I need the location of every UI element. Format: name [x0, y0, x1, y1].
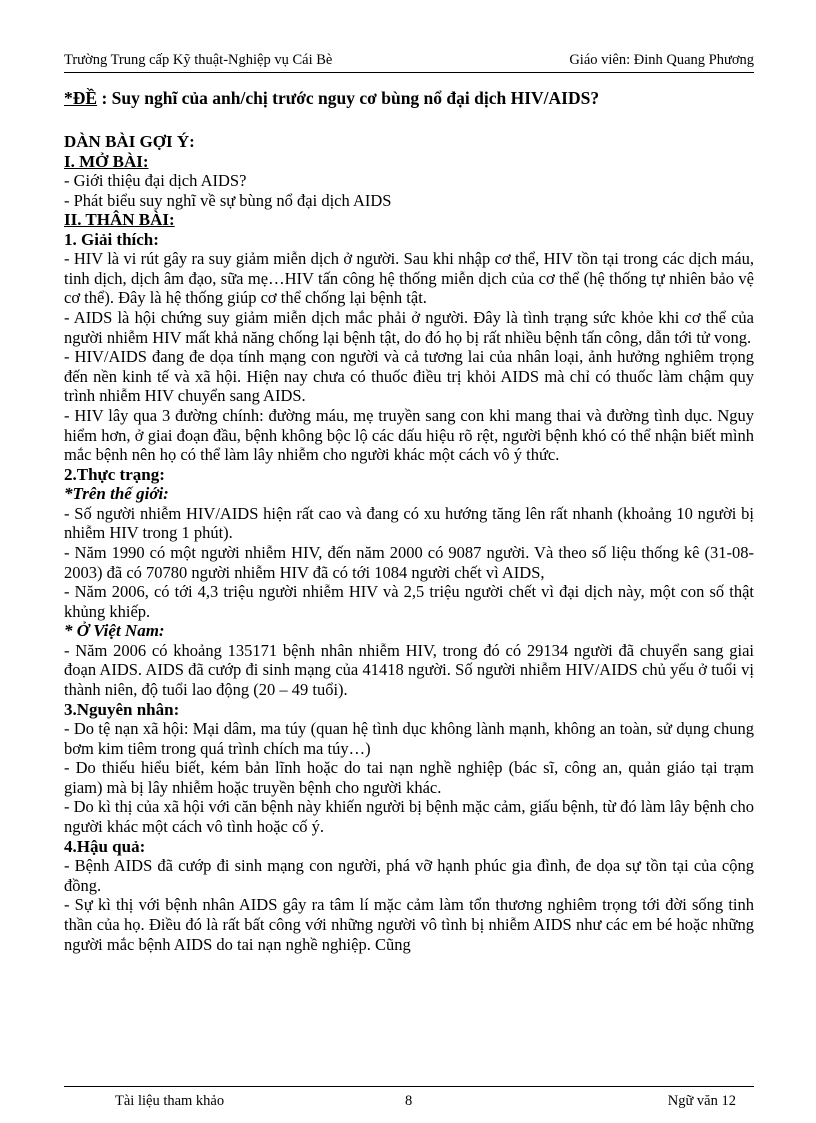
subsection-nguyen-nhan: 3.Nguyên nhân:	[64, 699, 180, 719]
subsection-viet-nam: * Ở Việt Nam:	[64, 621, 165, 641]
page-header	[64, 50, 754, 70]
exam-title	[64, 86, 754, 110]
header-school: Trường Trung cấp Kỹ thuật-Nghiệp vụ Cái Bè	[64, 51, 333, 68]
title-text: : Suy nghĩ của anh/chị trước nguy cơ bùng nổ đại dịch HIV/AIDS?	[101, 88, 600, 108]
list-item: - Năm 2006, có tới 4,3 triệu người nhiễm HIV và 2,5 triệu người chết vì đại dịch này, một con số thật khủng khiếp.	[64, 582, 754, 621]
outline-heading: DÀN BÀI GỢI Ý:	[64, 132, 195, 151]
list-item: - HIV là vi rút gây ra suy giảm miễn dịch ở người. Sau khi nhập cơ thể, HIV tồn tại trong các dịch máu, tinh dịch, dịch âm đạo, sữa mẹ…HIV tấn công hệ thống miễn dịch của cơ thể (hệ thống tự nhiên bảo vệ cơ thể). Đây là hệ thống giúp cơ thể chống lại bệnh tật.	[64, 249, 754, 308]
footer-subject: Ngữ văn 12	[667, 1093, 736, 1109]
subsection-hau-qua: 4.Hậu quả:	[64, 836, 146, 856]
list-item: - HIV/AIDS đang đe dọa tính mạng con người và cả tương lai của nhân loại, ảnh hưởng nghiêm trọng đến nền kinh tế và xã hội. Hiện nay chưa có thuốc điều trị khỏi AIDS mà chỉ có thuốc làm chậm quy trình nhiễm HIV chuyển sang AIDS.	[64, 347, 754, 406]
subsection-the-gioi: *Trên thế giới:	[64, 484, 169, 504]
list-item: - Số người nhiễm HIV/AIDS hiện rất cao và đang có xu hướng tăng lên rất nhanh (khoảng 10 người bị nhiễm HIV trong 1 phút).	[64, 503, 754, 543]
header-teacher: Giáo viên: Đinh Quang Phương	[569, 51, 754, 68]
list-item: - Giới thiệu đại dịch AIDS?	[64, 171, 247, 190]
subsection-thuc-trang: 2.Thực trạng:	[64, 464, 165, 484]
footer-divider	[64, 1086, 754, 1087]
page-footer	[115, 1093, 736, 1111]
list-item: - HIV lây qua 3 đường chính: đường máu, mẹ truyền sang con khi mang thai và đường tình dục. Nguy hiểm hơn, ở giai đoạn đầu, bệnh không bộc lộ các dấu hiệu rõ rệt, người bệnh khó có thể nhận biết mình mắc bệnh nên họ có thể làm lây nhiễm cho người khác một cách vô ý thức.	[64, 405, 754, 465]
list-item: - Sự kì thị với bệnh nhân AIDS gây ra tâm lí mặc cảm làm tổn thương nghiêm trọng tới đời sống tinh thần của họ. Điều đó là rất bất công với những người vô tình bị nhiễm AIDS như các em bé hoặc những người mắc bệnh AIDS do tai nạn nghề nghiệp. Cũng	[64, 895, 754, 954]
list-item: - Do thiếu hiểu biết, kém bản lĩnh hoặc do tai nạn nghề nghiệp (bác sĩ, công an, quản giáo tại trạm giam) mà bị lây nhiễm hoặc truyền bệnh cho người khác.	[64, 758, 754, 797]
footer-label: Tài liệu tham khảo	[115, 1093, 225, 1109]
page-number: 8	[405, 1093, 413, 1109]
section-than-bai: II. THÂN BÀI:	[64, 210, 175, 230]
list-item: - Năm 1990 có một người nhiễm HIV, đến năm 2000 có 9087 người. Và theo số liệu thống kê (31-08-2003) đã có 70780 người nhiễm HIV đã có tới 1084 người chết vì AIDS,	[64, 542, 754, 582]
section-mo-bai: I. MỞ BÀI:	[64, 151, 149, 171]
header-divider	[64, 72, 754, 73]
list-item: - Do kì thị của xã hội với căn bệnh này khiến người bị bệnh mặc cảm, giấu bệnh, từ đó làm lây bệnh cho người khác một cách vô tình hoặc cố ý.	[64, 797, 754, 837]
list-item: - Bệnh AIDS đã cướp đi sinh mạng con người, phá vỡ hạnh phúc gia đình, đe dọa sự tồn tại của cộng đồng.	[64, 856, 754, 895]
list-item: - AIDS là hội chứng suy giảm miễn dịch mắc phải ở người. Đây là tình trạng sức khỏe khi cơ thể của người nhiễm HIV mất khả năng chống lại bệnh tật, do đó họ bị rất nhiều bệnh tấn công, dẫn tới tử vong.	[64, 307, 754, 347]
subsection-giai-thich: 1. Giải thích:	[64, 229, 159, 249]
list-item: - Do tệ nạn xã hội: Mại dâm, ma túy (quan hệ tình dục không lành mạnh, không an toàn, sử dụng chung bơm kim tiêm trong quá trình chích ma túy…)	[64, 719, 754, 758]
list-item: - Năm 2006 có khoảng 135171 bệnh nhân nhiễm HIV, trong đó có 29134 người đã chuyển sang giai đoạn AIDS. AIDS đã cướp đi sinh mạng của 41418 người. Số người nhiễm HIV/AIDS chủ yếu ở tuổi vị thành niên, độ tuổi lao động (20 – 49 tuổi).	[64, 640, 754, 699]
document-body	[64, 86, 754, 954]
title-prefix: *ĐỀ	[64, 88, 98, 108]
list-item: - Phát biểu suy nghĩ về sự bùng nổ đại dịch AIDS	[64, 190, 392, 210]
